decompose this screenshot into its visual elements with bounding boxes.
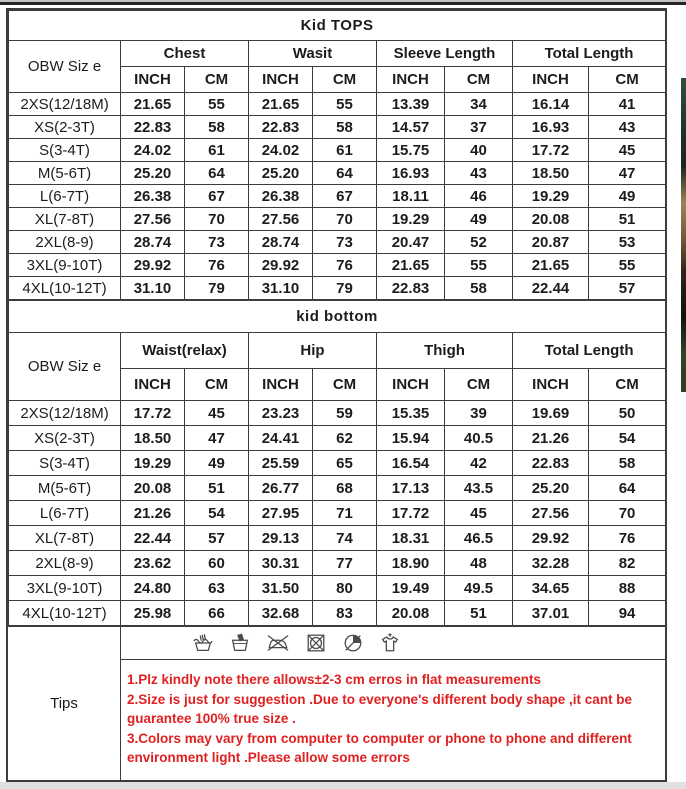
group-header-total-length: Total Length bbox=[513, 41, 666, 67]
cm-value: 34 bbox=[445, 93, 513, 116]
inch-value: 23.62 bbox=[121, 551, 185, 576]
table-row bbox=[9, 551, 666, 576]
inch-value: 18.50 bbox=[513, 162, 589, 185]
table-row bbox=[9, 426, 666, 451]
kid-bottom-title: kid bottom bbox=[9, 301, 666, 333]
size-label: 3XL(9-10T) bbox=[9, 254, 121, 277]
inch-value: 30.31 bbox=[249, 551, 313, 576]
cm-value: 62 bbox=[313, 426, 377, 451]
cm-value: 57 bbox=[589, 277, 666, 300]
table-row bbox=[9, 231, 666, 254]
size-label: XS(2-3T) bbox=[9, 116, 121, 139]
inch-value: 31.10 bbox=[249, 277, 313, 300]
inch-value: 20.08 bbox=[377, 601, 445, 626]
inch-value: 27.56 bbox=[249, 208, 313, 231]
unit-header-inch: INCH bbox=[377, 369, 445, 401]
inch-value: 21.65 bbox=[377, 254, 445, 277]
cm-value: 50 bbox=[589, 401, 666, 426]
inch-value: 18.90 bbox=[377, 551, 445, 576]
inch-value: 26.38 bbox=[121, 185, 185, 208]
inch-value: 24.41 bbox=[249, 426, 313, 451]
size-label: 2XL(8-9) bbox=[9, 231, 121, 254]
tips-section bbox=[8, 626, 665, 780]
inch-value: 26.77 bbox=[249, 476, 313, 501]
cm-value: 51 bbox=[589, 208, 666, 231]
unit-header-inch: INCH bbox=[249, 67, 313, 93]
table-row bbox=[9, 208, 666, 231]
cm-value: 70 bbox=[313, 208, 377, 231]
cm-value: 60 bbox=[185, 551, 249, 576]
table-row bbox=[9, 185, 666, 208]
cm-value: 43.5 bbox=[445, 476, 513, 501]
cm-value: 54 bbox=[185, 501, 249, 526]
top-edge-dark-line bbox=[0, 2, 686, 5]
inch-value: 18.11 bbox=[377, 185, 445, 208]
table-row bbox=[9, 601, 666, 626]
cm-value: 55 bbox=[185, 93, 249, 116]
size-label: 2XS(12/18M) bbox=[9, 93, 121, 116]
cm-value: 63 bbox=[185, 576, 249, 601]
cm-value: 61 bbox=[313, 139, 377, 162]
table-row bbox=[9, 139, 666, 162]
cm-value: 82 bbox=[589, 551, 666, 576]
inch-value: 20.47 bbox=[377, 231, 445, 254]
cm-value: 61 bbox=[185, 139, 249, 162]
table-row bbox=[9, 401, 666, 426]
cm-value: 51 bbox=[185, 476, 249, 501]
cm-value: 58 bbox=[313, 116, 377, 139]
size-label: 2XS(12/18M) bbox=[9, 401, 121, 426]
photo-edge-strip bbox=[681, 78, 686, 392]
unit-header-inch: INCH bbox=[249, 369, 313, 401]
inch-value: 16.14 bbox=[513, 93, 589, 116]
inch-value: 17.13 bbox=[377, 476, 445, 501]
cm-value: 67 bbox=[313, 185, 377, 208]
cm-value: 59 bbox=[313, 401, 377, 426]
unit-header-inch: INCH bbox=[121, 67, 185, 93]
kid-tops-title: Kid TOPS bbox=[9, 11, 666, 41]
inch-value: 19.29 bbox=[377, 208, 445, 231]
cm-value: 64 bbox=[313, 162, 377, 185]
cm-value: 42 bbox=[445, 451, 513, 476]
cm-value: 45 bbox=[445, 501, 513, 526]
inch-value: 29.92 bbox=[121, 254, 185, 277]
tips-text-block bbox=[121, 660, 665, 780]
cm-value: 64 bbox=[589, 476, 666, 501]
unit-header-cm: CM bbox=[589, 369, 666, 401]
inch-value: 20.08 bbox=[121, 476, 185, 501]
cm-value: 49 bbox=[185, 451, 249, 476]
inch-value: 21.26 bbox=[513, 426, 589, 451]
cm-value: 47 bbox=[589, 162, 666, 185]
cm-value: 39 bbox=[445, 401, 513, 426]
table-row bbox=[9, 451, 666, 476]
cm-value: 40 bbox=[445, 139, 513, 162]
inch-value: 13.39 bbox=[377, 93, 445, 116]
cm-value: 53 bbox=[589, 231, 666, 254]
wash-bucket-icon bbox=[228, 632, 252, 654]
size-label: 4XL(10-12T) bbox=[9, 601, 121, 626]
unit-header-inch: INCH bbox=[513, 369, 589, 401]
size-label: M(5-6T) bbox=[9, 162, 121, 185]
table-row bbox=[9, 116, 666, 139]
drip-dry-shirt-icon bbox=[378, 632, 402, 654]
inch-value: 27.95 bbox=[249, 501, 313, 526]
tips-line-1: 1.Plz kindly note there allows±2-3 cm erros in flat measurements bbox=[127, 672, 542, 687]
inch-value: 28.74 bbox=[249, 231, 313, 254]
size-label: L(6-7T) bbox=[9, 185, 121, 208]
group-header-hip: Hip bbox=[249, 333, 377, 369]
unit-header-inch: INCH bbox=[121, 369, 185, 401]
inch-value: 21.26 bbox=[121, 501, 185, 526]
inch-value: 15.75 bbox=[377, 139, 445, 162]
inch-value: 25.20 bbox=[121, 162, 185, 185]
size-label: 2XL(8-9) bbox=[9, 551, 121, 576]
cm-value: 58 bbox=[185, 116, 249, 139]
cm-value: 55 bbox=[313, 93, 377, 116]
inch-value: 32.68 bbox=[249, 601, 313, 626]
cm-value: 79 bbox=[185, 277, 249, 300]
unit-header-cm: CM bbox=[185, 369, 249, 401]
cm-value: 65 bbox=[313, 451, 377, 476]
unit-header-cm: CM bbox=[313, 369, 377, 401]
inch-value: 21.65 bbox=[513, 254, 589, 277]
cm-value: 43 bbox=[445, 162, 513, 185]
size-label: L(6-7T) bbox=[9, 501, 121, 526]
cm-value: 70 bbox=[185, 208, 249, 231]
cm-value: 64 bbox=[185, 162, 249, 185]
inch-value: 22.44 bbox=[513, 277, 589, 300]
table-row bbox=[9, 576, 666, 601]
inch-value: 31.10 bbox=[121, 277, 185, 300]
size-label: XS(2-3T) bbox=[9, 426, 121, 451]
inch-value: 16.93 bbox=[513, 116, 589, 139]
table-row bbox=[9, 162, 666, 185]
group-header-total-length: Total Length bbox=[513, 333, 666, 369]
cm-value: 47 bbox=[185, 426, 249, 451]
inch-value: 19.29 bbox=[121, 451, 185, 476]
cm-value: 45 bbox=[589, 139, 666, 162]
cm-value: 67 bbox=[185, 185, 249, 208]
inch-value: 26.38 bbox=[249, 185, 313, 208]
table-row bbox=[9, 254, 666, 277]
bottom-edge-strip bbox=[0, 782, 686, 789]
inch-value: 22.83 bbox=[121, 116, 185, 139]
cm-value: 76 bbox=[313, 254, 377, 277]
table-row bbox=[9, 526, 666, 551]
inch-value: 29.92 bbox=[249, 254, 313, 277]
hand-wash-icon bbox=[191, 632, 215, 654]
inch-value: 19.29 bbox=[513, 185, 589, 208]
inch-value: 25.20 bbox=[513, 476, 589, 501]
table-row bbox=[9, 501, 666, 526]
cm-value: 83 bbox=[313, 601, 377, 626]
table-row bbox=[9, 93, 666, 116]
unit-header-cm: CM bbox=[313, 67, 377, 93]
cm-value: 37 bbox=[445, 116, 513, 139]
cm-value: 52 bbox=[445, 231, 513, 254]
cm-value: 71 bbox=[313, 501, 377, 526]
size-chart-sheet bbox=[6, 8, 667, 782]
cm-value: 74 bbox=[313, 526, 377, 551]
inch-value: 34.65 bbox=[513, 576, 589, 601]
size-label: S(3-4T) bbox=[9, 139, 121, 162]
inch-value: 22.44 bbox=[121, 526, 185, 551]
inch-value: 18.31 bbox=[377, 526, 445, 551]
inch-value: 27.56 bbox=[121, 208, 185, 231]
inch-value: 24.02 bbox=[249, 139, 313, 162]
do-not-tumble-dry-icon bbox=[304, 632, 328, 654]
inch-value: 24.80 bbox=[121, 576, 185, 601]
size-label: 3XL(9-10T) bbox=[9, 576, 121, 601]
inch-value: 21.65 bbox=[121, 93, 185, 116]
inch-value: 15.35 bbox=[377, 401, 445, 426]
unit-header-cm: CM bbox=[185, 67, 249, 93]
cm-value: 49 bbox=[445, 208, 513, 231]
inch-value: 29.92 bbox=[513, 526, 589, 551]
do-not-iron-icon bbox=[265, 632, 291, 654]
group-header-waist-relax: Waist(relax) bbox=[121, 333, 249, 369]
unit-header-cm: CM bbox=[589, 67, 666, 93]
inch-value: 19.69 bbox=[513, 401, 589, 426]
cm-value: 45 bbox=[185, 401, 249, 426]
inch-value: 19.49 bbox=[377, 576, 445, 601]
tips-line-2: 2.Size is just for suggestion .Due to everyone's different body shape ,it cant be guarantee 100% true size . bbox=[127, 691, 633, 727]
cm-value: 49.5 bbox=[445, 576, 513, 601]
cm-value: 68 bbox=[313, 476, 377, 501]
cm-value: 46.5 bbox=[445, 526, 513, 551]
unit-header-inch: INCH bbox=[513, 67, 589, 93]
size-column-header: OBW Siz e bbox=[9, 333, 121, 401]
cm-value: 76 bbox=[185, 254, 249, 277]
group-header-chest: Chest bbox=[121, 41, 249, 67]
size-label: XL(7-8T) bbox=[9, 208, 121, 231]
cm-value: 94 bbox=[589, 601, 666, 626]
size-label: S(3-4T) bbox=[9, 451, 121, 476]
inch-value: 14.57 bbox=[377, 116, 445, 139]
table-row bbox=[9, 476, 666, 501]
cm-value: 70 bbox=[589, 501, 666, 526]
cm-value: 55 bbox=[589, 254, 666, 277]
cm-value: 54 bbox=[589, 426, 666, 451]
group-header-sleeve-length: Sleeve Length bbox=[377, 41, 513, 67]
inch-value: 15.94 bbox=[377, 426, 445, 451]
cm-value: 79 bbox=[313, 277, 377, 300]
inch-value: 16.93 bbox=[377, 162, 445, 185]
inch-value: 17.72 bbox=[121, 401, 185, 426]
unit-header-inch: INCH bbox=[377, 67, 445, 93]
inch-value: 18.50 bbox=[121, 426, 185, 451]
size-label: 4XL(10-12T) bbox=[9, 277, 121, 300]
inch-value: 24.02 bbox=[121, 139, 185, 162]
inch-value: 31.50 bbox=[249, 576, 313, 601]
cm-value: 73 bbox=[185, 231, 249, 254]
kid-tops-table bbox=[8, 10, 666, 300]
cm-value: 43 bbox=[589, 116, 666, 139]
cm-value: 80 bbox=[313, 576, 377, 601]
inch-value: 21.65 bbox=[249, 93, 313, 116]
inch-value: 25.20 bbox=[249, 162, 313, 185]
cm-value: 41 bbox=[589, 93, 666, 116]
inch-value: 25.59 bbox=[249, 451, 313, 476]
inch-value: 23.23 bbox=[249, 401, 313, 426]
inch-value: 29.13 bbox=[249, 526, 313, 551]
cm-value: 40.5 bbox=[445, 426, 513, 451]
table-row bbox=[9, 277, 666, 300]
unit-header-cm: CM bbox=[445, 67, 513, 93]
cm-value: 76 bbox=[589, 526, 666, 551]
size-column-header: OBW Siz e bbox=[9, 41, 121, 93]
inch-value: 32.28 bbox=[513, 551, 589, 576]
cm-value: 66 bbox=[185, 601, 249, 626]
cm-value: 73 bbox=[313, 231, 377, 254]
cm-value: 55 bbox=[445, 254, 513, 277]
cm-value: 57 bbox=[185, 526, 249, 551]
inch-value: 17.72 bbox=[513, 139, 589, 162]
inch-value: 20.87 bbox=[513, 231, 589, 254]
care-icons-row bbox=[121, 627, 665, 660]
inch-value: 22.83 bbox=[377, 277, 445, 300]
inch-value: 27.56 bbox=[513, 501, 589, 526]
inch-value: 20.08 bbox=[513, 208, 589, 231]
size-label: XL(7-8T) bbox=[9, 526, 121, 551]
kid-bottom-table bbox=[8, 300, 666, 626]
tips-content bbox=[121, 627, 665, 780]
inch-value: 28.74 bbox=[121, 231, 185, 254]
inch-value: 25.98 bbox=[121, 601, 185, 626]
cm-value: 58 bbox=[445, 277, 513, 300]
inch-value: 16.54 bbox=[377, 451, 445, 476]
cm-value: 51 bbox=[445, 601, 513, 626]
cm-value: 46 bbox=[445, 185, 513, 208]
cm-value: 77 bbox=[313, 551, 377, 576]
inch-value: 22.83 bbox=[249, 116, 313, 139]
group-header-waist: Wasit bbox=[249, 41, 377, 67]
group-header-thigh: Thigh bbox=[377, 333, 513, 369]
inch-value: 17.72 bbox=[377, 501, 445, 526]
cm-value: 58 bbox=[589, 451, 666, 476]
do-not-dry-clean-icon bbox=[341, 632, 365, 654]
tips-label: Tips bbox=[8, 627, 121, 780]
unit-header-cm: CM bbox=[445, 369, 513, 401]
inch-value: 37.01 bbox=[513, 601, 589, 626]
cm-value: 49 bbox=[589, 185, 666, 208]
tips-line-3: 3.Colors may vary from computer to computer or phone to phone and different environment light .Please allow some errors bbox=[127, 730, 632, 766]
inch-value: 22.83 bbox=[513, 451, 589, 476]
cm-value: 48 bbox=[445, 551, 513, 576]
size-label: M(5-6T) bbox=[9, 476, 121, 501]
cm-value: 88 bbox=[589, 576, 666, 601]
